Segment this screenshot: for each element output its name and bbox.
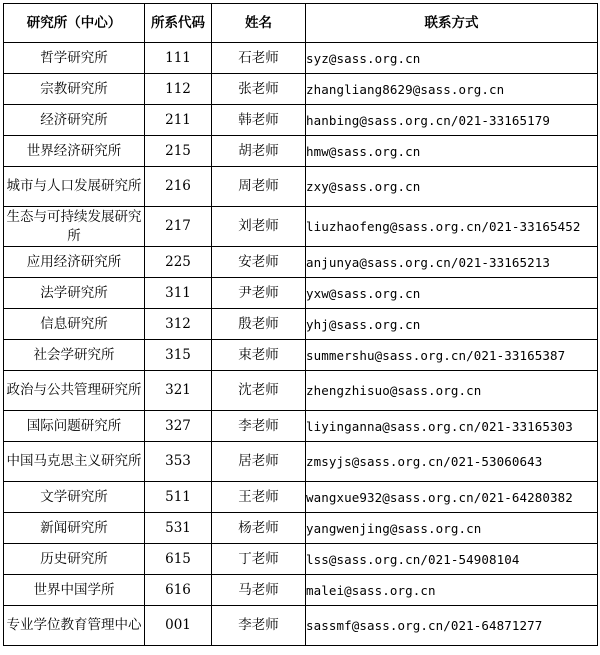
table-row: [4, 411, 598, 442]
header-code: 所系代码: [145, 4, 212, 43]
code-cell: 511: [145, 482, 212, 513]
name-cell: 李老师: [212, 606, 306, 646]
contact-cell: zhangliang8629@sass.org.cn: [306, 74, 598, 105]
institute-cell: 文学研究所: [4, 482, 145, 513]
contacts-table: [3, 3, 598, 646]
name-cell: 胡老师: [212, 136, 306, 167]
contact-cell: liuzhaofeng@sass.org.cn/021-33165452: [306, 207, 598, 247]
name-cell: 沈老师: [212, 371, 306, 411]
code-cell: 215: [145, 136, 212, 167]
code-cell: 001: [145, 606, 212, 646]
name-cell: 韩老师: [212, 105, 306, 136]
name-cell: 杨老师: [212, 513, 306, 544]
name-cell: 李老师: [212, 411, 306, 442]
table-row: [4, 105, 598, 136]
institute-cell: 应用经济研究所: [4, 247, 145, 278]
code-cell: 327: [145, 411, 212, 442]
contact-cell: zxy@sass.org.cn: [306, 167, 598, 207]
code-cell: 315: [145, 340, 212, 371]
table-row: [4, 74, 598, 105]
institute-cell: 信息研究所: [4, 309, 145, 340]
name-cell: 居老师: [212, 442, 306, 482]
name-cell: 周老师: [212, 167, 306, 207]
code-cell: 321: [145, 371, 212, 411]
name-cell: 殷老师: [212, 309, 306, 340]
table-row: [4, 207, 598, 247]
header-row: [4, 4, 598, 43]
table-row: [4, 442, 598, 482]
institute-cell: 历史研究所: [4, 544, 145, 575]
institute-cell: 城市与人口发展研究所: [4, 167, 145, 207]
contact-cell: lss@sass.org.cn/021-54908104: [306, 544, 598, 575]
table-row: [4, 606, 598, 646]
table-row: [4, 136, 598, 167]
table-row: [4, 575, 598, 606]
code-cell: 217: [145, 207, 212, 247]
institute-cell: 宗教研究所: [4, 74, 145, 105]
name-cell: 石老师: [212, 43, 306, 74]
name-cell: 马老师: [212, 575, 306, 606]
name-cell: 丁老师: [212, 544, 306, 575]
table-row: [4, 278, 598, 309]
contact-cell: sassmf@sass.org.cn/021-64871277: [306, 606, 598, 646]
contact-cell: wangxue932@sass.org.cn/021-64280382: [306, 482, 598, 513]
code-cell: 615: [145, 544, 212, 575]
institute-cell: 中国马克思主义研究所: [4, 442, 145, 482]
table-row: [4, 167, 598, 207]
contact-cell: hmw@sass.org.cn: [306, 136, 598, 167]
name-cell: 束老师: [212, 340, 306, 371]
contact-cell: summershu@sass.org.cn/021-33165387: [306, 340, 598, 371]
institute-cell: 专业学位教育管理中心: [4, 606, 145, 646]
table-row: [4, 371, 598, 411]
contact-cell: anjunya@sass.org.cn/021-33165213: [306, 247, 598, 278]
name-cell: 张老师: [212, 74, 306, 105]
table-row: [4, 43, 598, 74]
table-row: [4, 247, 598, 278]
institute-cell: 新闻研究所: [4, 513, 145, 544]
table-row: [4, 340, 598, 371]
institute-cell: 政治与公共管理研究所: [4, 371, 145, 411]
table-row: [4, 309, 598, 340]
code-cell: 225: [145, 247, 212, 278]
institute-cell: 国际问题研究所: [4, 411, 145, 442]
code-cell: 311: [145, 278, 212, 309]
code-cell: 312: [145, 309, 212, 340]
institute-cell: 世界中国学所: [4, 575, 145, 606]
code-cell: 216: [145, 167, 212, 207]
code-cell: 211: [145, 105, 212, 136]
contact-cell: syz@sass.org.cn: [306, 43, 598, 74]
name-cell: 刘老师: [212, 207, 306, 247]
name-cell: 尹老师: [212, 278, 306, 309]
institute-cell: 世界经济研究所: [4, 136, 145, 167]
table-row: [4, 544, 598, 575]
institute-cell: 经济研究所: [4, 105, 145, 136]
contact-cell: yhj@sass.org.cn: [306, 309, 598, 340]
institute-cell: 社会学研究所: [4, 340, 145, 371]
contact-cell: yangwenjing@sass.org.cn: [306, 513, 598, 544]
name-cell: 王老师: [212, 482, 306, 513]
table-row: [4, 482, 598, 513]
code-cell: 616: [145, 575, 212, 606]
code-cell: 353: [145, 442, 212, 482]
institute-cell: 哲学研究所: [4, 43, 145, 74]
contact-cell: malei@sass.org.cn: [306, 575, 598, 606]
contact-cell: zmsyjs@sass.org.cn/021-53060643: [306, 442, 598, 482]
header-name: 姓名: [212, 4, 306, 43]
institute-cell: 法学研究所: [4, 278, 145, 309]
contact-cell: yxw@sass.org.cn: [306, 278, 598, 309]
code-cell: 112: [145, 74, 212, 105]
header-institute: 研究所（中心）: [4, 4, 145, 43]
name-cell: 安老师: [212, 247, 306, 278]
contact-cell: liyinganna@sass.org.cn/021-33165303: [306, 411, 598, 442]
header-contact: 联系方式: [306, 4, 598, 43]
contact-cell: hanbing@sass.org.cn/021-33165179: [306, 105, 598, 136]
code-cell: 111: [145, 43, 212, 74]
code-cell: 531: [145, 513, 212, 544]
table-body: [4, 43, 598, 646]
contact-cell: zhengzhisuo@sass.org.cn: [306, 371, 598, 411]
table-row: [4, 513, 598, 544]
institute-cell: 生态与可持续发展研究所: [4, 207, 145, 247]
